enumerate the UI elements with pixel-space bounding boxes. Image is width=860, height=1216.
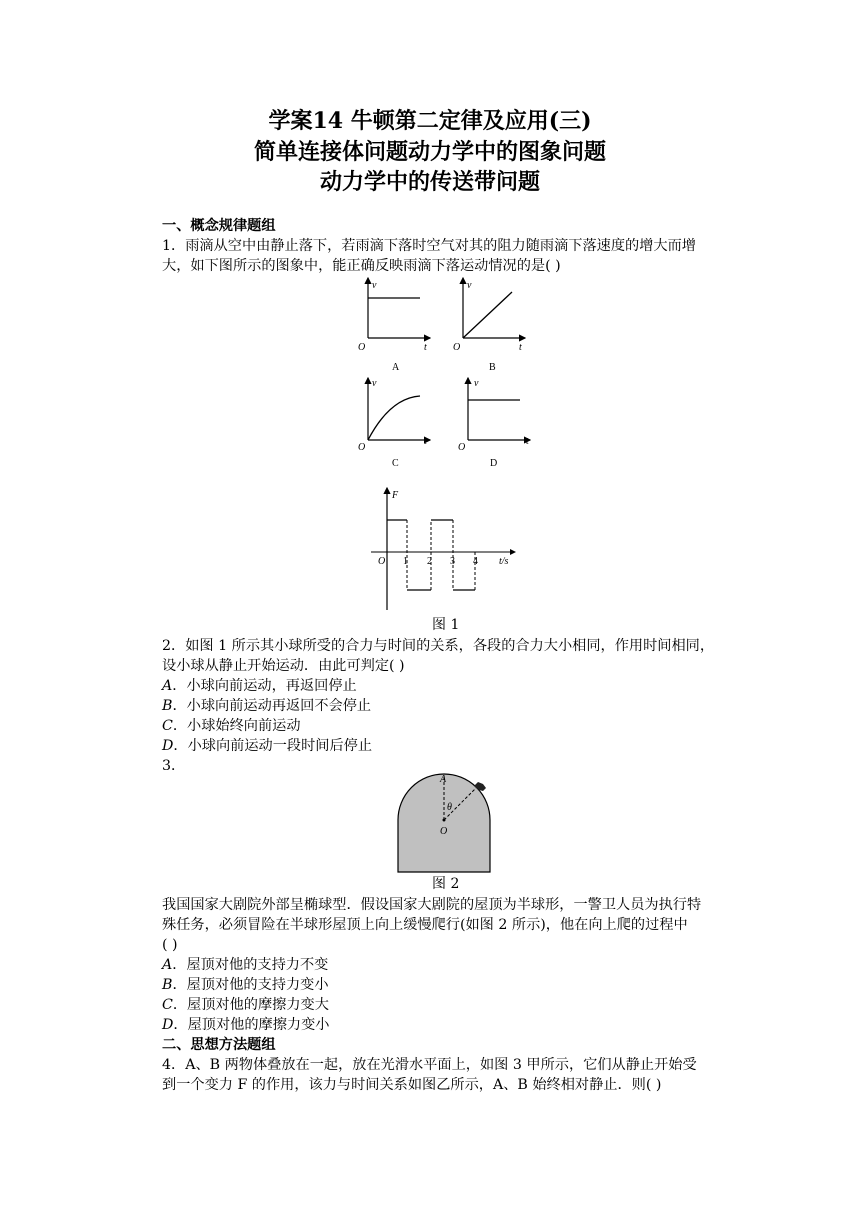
figure-2-caption: 图 2 xyxy=(432,876,460,892)
graph-b-v-label: v xyxy=(467,280,472,291)
question-4-line-2: 到一个变力 F 的作用，该力与时间关系如图乙所示，A、B 始终相对静止．则( ) xyxy=(162,1077,662,1093)
question-2-line-1: 2．如图 1 所示其小球所受的合力与时间的关系，各段的合力大小相同，作用时间相同， xyxy=(162,638,715,654)
graph-c-t-label: t xyxy=(424,436,427,447)
graph-a-label: A xyxy=(392,362,400,373)
graph-a xyxy=(358,278,430,373)
page-title-line-2: 简单连接体问题动力学中的图象问题 xyxy=(253,139,606,165)
question-1-line-2: 大，如下图所示的图象中，能正确反映雨滴下落运动情况的是( ) xyxy=(162,258,561,274)
question-2-option-c: C．小球始终向前运动 xyxy=(162,718,301,734)
question-3-option-a: A．屋顶对他的支持力不变 xyxy=(162,957,329,973)
figure-1-force-graph xyxy=(365,484,525,614)
question-3-line-1: 我国国家大剧院外部呈椭球型．假设国家大剧院的屋顶为半球形，一警卫人员为执行特 xyxy=(162,897,702,913)
question-4-line-1: 4．A、B 两物体叠放在一起，放在光滑水平面上，如图 3 甲所示，它们从静止开始受 xyxy=(162,1057,697,1073)
graph-d-v-label: v xyxy=(474,378,479,389)
section-heading-concepts: 一、概念规律题组 xyxy=(162,218,276,234)
question-2-option-a: A．小球向前运动，再返回停止 xyxy=(162,678,357,694)
graph-a-origin: O xyxy=(358,342,366,353)
figure-1-tick-2: 2 xyxy=(427,556,432,567)
graph-d-label: D xyxy=(490,458,498,469)
page-title-line-3: 动力学中的传送带问题 xyxy=(319,169,540,195)
question-1-line-1: 1．雨滴从空中由静止落下，若雨滴下落时空气对其的阻力随雨滴下落速度的增大而增 xyxy=(162,238,696,254)
graph-a-v-label: v xyxy=(372,280,377,291)
graph-b xyxy=(453,278,525,373)
question-3-option-b: B．屋顶对他的支持力变小 xyxy=(162,977,329,993)
graph-c-v-label: v xyxy=(372,378,377,389)
question-3-number: 3． xyxy=(162,758,186,774)
question-3-option-c: C．屋顶对他的摩擦力变大 xyxy=(162,997,329,1013)
figure-1-tick-3: 3 xyxy=(450,556,455,567)
graph-d-origin: O xyxy=(458,442,466,453)
graph-b-t-label: t xyxy=(519,342,522,353)
figure-1-caption: 图 1 xyxy=(432,617,460,633)
figure-1-tick-4: 4 xyxy=(473,556,478,567)
figure-2-origin: O xyxy=(440,826,448,837)
figure-1-tick-1: 1 xyxy=(403,556,408,567)
page-title-line-1: 学案14 牛顿第二定律及应用(三) xyxy=(268,108,592,134)
question-3-line-2: 殊任务，必须冒险在半球形屋顶上向上缓慢爬行(如图 2 所示)，他在向上爬的过程中 xyxy=(162,917,688,933)
graph-b-label: B xyxy=(489,362,496,373)
figure-1-origin: O xyxy=(378,556,386,567)
graph-c-label: C xyxy=(392,458,399,469)
section-heading-methods: 二、思想方法题组 xyxy=(162,1037,276,1053)
figure-1-t-label: t/s xyxy=(499,556,509,567)
figure-2-dome xyxy=(390,772,500,874)
question-3-line-3: ( ) xyxy=(162,937,178,953)
figure-2-angle: θ xyxy=(447,802,452,813)
graph-d-t-label: t xyxy=(526,436,529,447)
graph-c-origin: O xyxy=(358,442,366,453)
graph-c xyxy=(358,378,430,469)
graph-a-t-label: t xyxy=(424,342,427,353)
question-2-line-2: 设小球从静止开始运动．由此可判定( ) xyxy=(162,658,405,674)
graph-b-origin: O xyxy=(453,342,461,353)
question-2-option-d: D．小球向前运动一段时间后停止 xyxy=(162,738,373,754)
question-3-option-d: D．屋顶对他的摩擦力变小 xyxy=(162,1017,330,1033)
figure-1-f-label: F xyxy=(392,490,399,501)
question-1-graphs xyxy=(350,272,550,472)
figure-2-point-a: A xyxy=(440,774,447,785)
graph-d xyxy=(458,378,530,469)
question-2-option-b: B．小球向前运动再返回不会停止 xyxy=(162,698,372,714)
